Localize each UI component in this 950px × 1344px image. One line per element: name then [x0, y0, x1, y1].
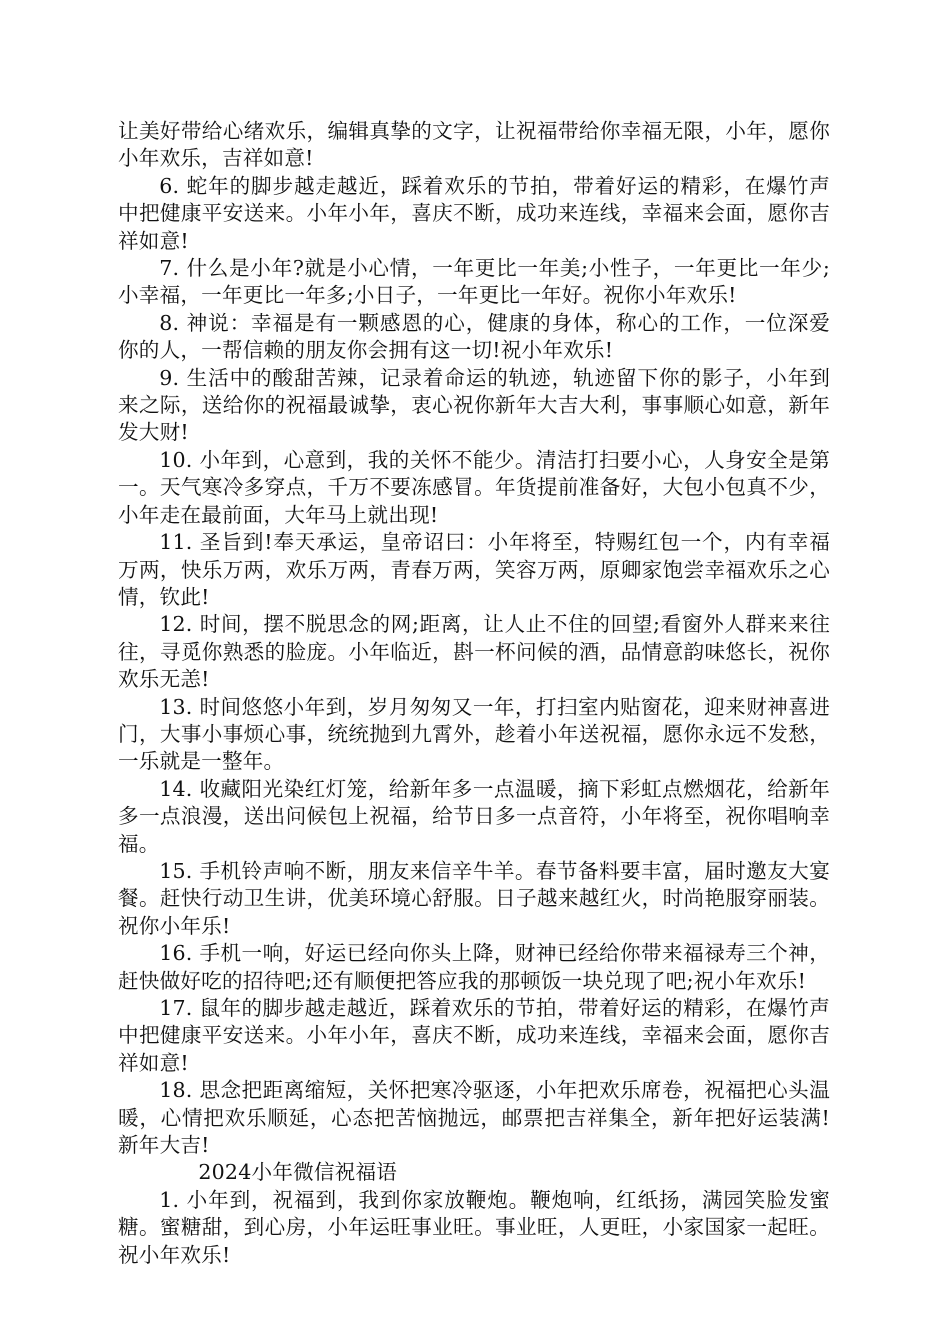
paragraph-item-1: 1. 小年到，祝福到，我到你家放鞭炮。鞭炮响，红纸扬，满园笑脸发蜜糖。蜜糖甜，到心房，小年运旺事业旺。事业旺，人更旺，小家国家一起旺。祝小年欢乐!	[118, 1187, 830, 1267]
document-body	[118, 118, 830, 1269]
paragraph-item-14: 14. 收藏阳光染红灯笼，给新年多一点温暖，摘下彩虹点燃烟花，给新年多一点浪漫，送出问候包上祝福，给节日多一点音符，小年将至，祝你唱响幸福。	[118, 776, 830, 856]
paragraph-item-10: 10. 小年到，心意到，我的关怀不能少。清洁打扫要小心，人身安全是第一。天气寒冷多穿点，千万不要冻感冒。年货提前准备好，大包小包真不少，小年走在最前面，大年马上就出现!	[118, 447, 830, 527]
paragraph-item-8: 8. 神说：幸福是有一颗感恩的心，健康的身体，称心的工作，一位深爱你的人，一帮信赖的朋友你会拥有这一切!祝小年欢乐!	[118, 310, 830, 363]
paragraph-item-11: 11. 圣旨到!奉天承运，皇帝诏曰：小年将至，特赐红包一个，内有幸福万两，快乐万两，欢乐万两，青春万两，笑容万两，原卿家饱尝幸福欢乐之心情，钦此!	[118, 530, 830, 609]
paragraph-item-7: 7. 什么是小年?就是小心情，一年更比一年美;小性子，一年更比一年少;小幸福，一年更比一年多;小日子，一年更比一年好。祝你小年欢乐!	[118, 256, 830, 308]
paragraph-item-12: 12. 时间，摆不脱思念的网;距离，让人止不住的回望;看窗外人群来来往往，寻觅你熟悉的脸庞。小年临近，斟一杯问候的酒，品情意韵味悠长，祝你欢乐无恙!	[118, 612, 830, 692]
paragraph-item-18: 18. 思念把距离缩短，关怀把寒冷驱逐，小年把欢乐席卷，祝福把心头温暖，心情把欢乐顺延，心态把苦恼抛远，邮票把吉祥集全，新年把好运装满!新年大吉!	[118, 1078, 830, 1158]
paragraph-item-6: 6. 蛇年的脚步越走越近，踩着欢乐的节拍，带着好运的精彩，在爆竹声中把健康平安送来。小年小年，喜庆不断，成功来连线，幸福来会面，愿你吉祥如意!	[118, 173, 830, 253]
paragraph-item-16: 16. 手机一响，好运已经向你头上降，财神已经给你带来福禄寿三个神，赶快做好吃的招待吧;还有顺便把答应我的那顿饭一块兑现了吧;祝小年欢乐!	[118, 941, 830, 993]
section-heading: 2024小年微信祝福语	[198, 1160, 398, 1185]
paragraph-item-17: 17. 鼠年的脚步越走越近，踩着欢乐的节拍，带着好运的精彩，在爆竹声中把健康平安送来。小年小年，喜庆不断，成功来连线，幸福来会面，愿你吉祥如意!	[118, 996, 830, 1075]
paragraph-item-13: 13. 时间悠悠小年到，岁月匆匆又一年，打扫室内贴窗花，迎来财神喜进门，大事小事烦心事，统统抛到九霄外，趁着小年送祝福，愿你永远不发愁，一乐就是一整年。	[118, 694, 830, 774]
paragraph-item-9: 9. 生活中的酸甜苦辣，记录着命运的轨迹，轨迹留下你的影子，小年到来之际，送给你的祝福最诚挚，衷心祝你新年大吉大利，事事顺心如意，新年发大财!	[118, 365, 830, 445]
paragraph-item-15: 15. 手机铃声响不断，朋友来信辛牛羊。春节备料要丰富，届时邀友大宴餐。赶快行动卫生讲，优美环境心舒服。日子越来越红火，时尚艳服穿丽装。祝你小年乐!	[118, 858, 830, 938]
paragraph-continued: 让美好带给心绪欢乐，编辑真挚的文字，让祝福带给你幸福无限，小年，愿你小年欢乐，吉祥如意!	[118, 119, 830, 171]
